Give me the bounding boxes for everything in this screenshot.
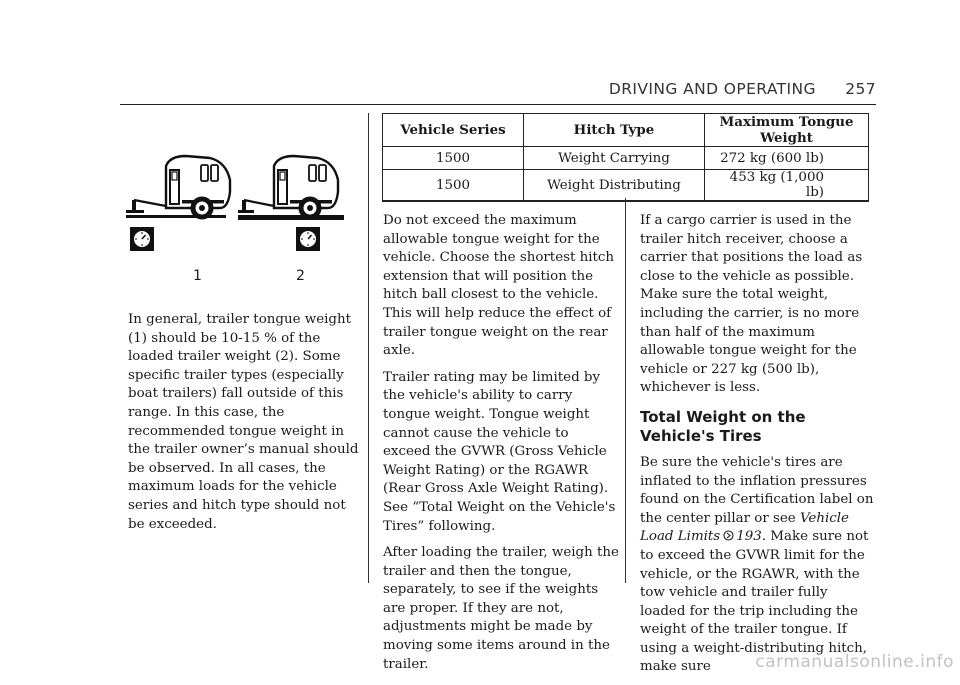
cell-max-tongue-weight: 453 kg (1,000 lb) bbox=[705, 170, 869, 202]
table-header-row bbox=[383, 114, 869, 147]
section-heading: Total Weight on the Vehicle's Tires bbox=[640, 407, 806, 445]
page-number: 257 bbox=[845, 80, 876, 98]
column-divider-right bbox=[625, 198, 626, 583]
xref-page-number[interactable]: 193 bbox=[736, 529, 762, 545]
paragraph-cargo-carrier: If a cargo carrier is used in the trailer hitch receiver, choose a carrier that positions the load as close to the vehicle as possible. Make sure the total weight, including the carrier, is no more than half of the maximum allowable tongue weight for the vehicle or 227 kg (500 lb), whichever is less. bbox=[640, 213, 863, 396]
trailer-tongue-weighing bbox=[126, 156, 230, 251]
scale-gauge-icon bbox=[296, 227, 320, 251]
header-rule bbox=[120, 104, 876, 105]
figure-label-tongue: 1 bbox=[193, 268, 202, 284]
scale-gauge-icon bbox=[130, 227, 154, 251]
header-hitch-type: Hitch Type bbox=[524, 114, 705, 147]
figure-label-trailer: 2 bbox=[296, 268, 305, 284]
cell-vehicle-series: 1500 bbox=[383, 170, 524, 202]
watermark: carmanualsonline.info bbox=[755, 652, 954, 672]
column-left bbox=[128, 311, 360, 542]
column-right bbox=[640, 212, 876, 685]
column-divider-left bbox=[368, 113, 369, 583]
cell-max-tongue-weight: 272 kg (600 lb) bbox=[705, 147, 869, 170]
page-arrow-icon bbox=[723, 530, 735, 541]
paragraph-tire-inflation bbox=[640, 454, 876, 677]
section-title: DRIVING AND OPERATING bbox=[608, 80, 816, 98]
paragraph-max-tongue: Do not exceed the maximum allowable tongue weight for the vehicle. Choose the shortest hitch extension that will position the hitch ball closest to the vehicle. This will help reduce the effect of trailer tongue weight on the rear axle. bbox=[383, 213, 615, 359]
cell-hitch-type: Weight Distributing bbox=[524, 170, 705, 202]
cell-vehicle-series: 1500 bbox=[383, 147, 524, 170]
paragraph-text: . Make sure not to exceed the GVWR limit for the vehicle, or the RGAWR, with the tow vehicle and trailer fully loaded for the trip including the weight of the trailer tongue. If using a weight-distributing hitch, make sure bbox=[640, 529, 869, 675]
table-row bbox=[383, 170, 869, 202]
tongue-weight-table bbox=[382, 113, 869, 202]
column-middle bbox=[383, 212, 619, 682]
paragraph-tongue-weight: In general, trailer tongue weight (1) should be 10-15 % of the loaded trailer weight (2). Some specific trailer types (especially boat trailers) fall outside of this range. In this case, the recommended tongue weight in the trailer owner’s manual should be observed. In all cases, the maximum loads for the vehicle series and hitch type should not be exceeded. bbox=[128, 312, 359, 532]
paragraph-trailer-rating: Trailer rating may be limited by the vehicle's ability to carry tongue weight. Tongue weight cannot cause the vehicle to exceed the GVWR (Gross Vehicle Weight Rating) or the RGAWR (Rear Gross Axle Weight Rating). See “Total Weight on the Vehicle's Tires” following. bbox=[383, 369, 616, 534]
running-header bbox=[0, 80, 876, 104]
trailer-loaded-weighing bbox=[238, 156, 344, 251]
paragraph-text: Be sure the vehicle's tires are inflated to the inflation pressures found on the Certification label on the center pillar or see bbox=[640, 454, 874, 526]
tongue-weight-illustration bbox=[126, 152, 352, 288]
paragraph-after-loading: After loading the trailer, weigh the trailer and then the tongue, separately, to see if the weights are proper. If they are not, adjustments might be made by moving some items around in the trailer. bbox=[383, 545, 619, 672]
header-max-tongue-weight: Maximum Tongue Weight bbox=[705, 114, 869, 147]
cell-hitch-type: Weight Carrying bbox=[524, 147, 705, 170]
vehicle-load-limits-link[interactable]: Vehicle Load Limits bbox=[640, 510, 849, 545]
table-row bbox=[383, 147, 869, 170]
header-vehicle-series: Vehicle Series bbox=[383, 114, 524, 147]
